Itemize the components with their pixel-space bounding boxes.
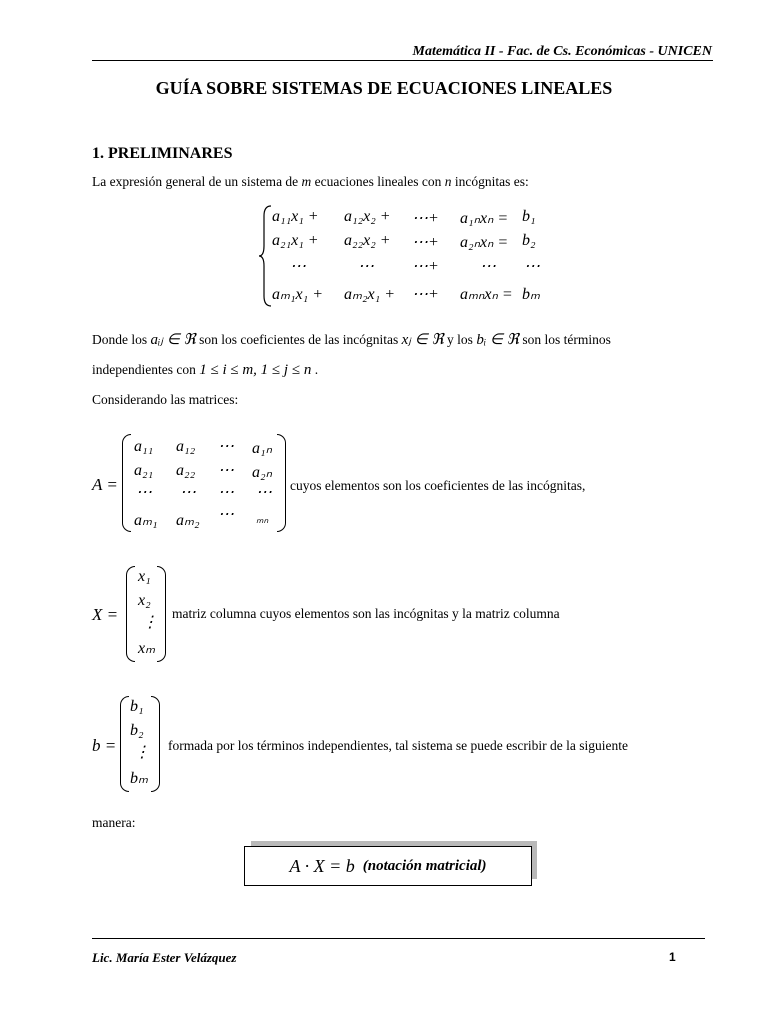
matrix-b-cell: b₂	[130, 722, 144, 739]
sys-r1-c5: b₁	[522, 208, 536, 225]
matrix-a-description: cuyos elementos son los coeficientes de las incógnitas,	[290, 478, 586, 493]
donde-text-3: y los	[443, 332, 477, 347]
matrix-x-label: X =	[92, 605, 119, 624]
intro-text-3: incógnitas es:	[451, 174, 529, 189]
donde-text-5: independientes con	[92, 362, 200, 377]
system-rows	[272, 204, 562, 308]
manera-text: manera:	[92, 815, 136, 830]
sys-r4-c2: aₘ₂x₁ +	[344, 286, 395, 303]
sys-r3-c3: ⋯+	[412, 258, 439, 275]
matrix-a-cell: ⋯	[256, 484, 272, 501]
matrix-b-cell: ⋮	[134, 744, 150, 761]
page-number: 1	[669, 950, 676, 964]
sys-r1-c4: a₁ₙxₙ =	[460, 210, 509, 227]
matrix-a-label: A =	[92, 475, 118, 494]
sys-r3-c4: ⋯	[480, 258, 496, 275]
matrix-b-right-paren	[151, 696, 160, 792]
matrix-a-cell: ⋯	[218, 438, 234, 455]
matrix-b-description: formada por los términos independientes, tal sistema se puede escribir de la siguiente	[168, 738, 628, 753]
equation-system	[258, 204, 558, 308]
sys-r1-c3: ⋯+	[412, 210, 439, 227]
sys-r2-c2: a₂₂x₂ +	[344, 232, 391, 249]
sys-r1-c1: a₁₁x₁ +	[272, 208, 319, 225]
sys-r2-c3: ⋯+	[412, 234, 439, 251]
sys-r3-c2: ⋯	[358, 258, 374, 275]
matrix-b	[120, 696, 160, 792]
matrix-x-cell: ⋮	[142, 614, 158, 631]
donde-line-2	[92, 362, 318, 379]
donde-aij: aᵢⱼ ∈ ℜ	[150, 332, 196, 348]
donde-text-4: son los términos	[518, 332, 611, 347]
sys-r1-c2: a₁₂x₂ +	[344, 208, 391, 225]
matrix-a-cell: a₂ₙ	[252, 464, 272, 481]
matrix-x-left-paren	[126, 566, 135, 662]
matrix-a	[122, 434, 286, 532]
intro-text-1: La expresión general de un sistema de	[92, 174, 302, 189]
intro-paragraph	[92, 174, 529, 190]
matrix-a-cell: aₘ₂	[176, 512, 200, 529]
matrix-a-cell: ⋯	[218, 484, 234, 501]
matrix-a-cell: aₘ₁	[134, 512, 158, 529]
section-heading: 1. PRELIMINARES	[92, 145, 233, 162]
matrix-x-right-paren	[157, 566, 166, 662]
sys-r4-c3: ⋯+	[412, 286, 439, 303]
donde-text-6: .	[311, 362, 319, 377]
donde-condition: 1 ≤ i ≤ m, 1 ≤ j ≤ n	[199, 362, 312, 378]
matrix-equation: A · X = b	[289, 855, 355, 876]
donde-xj: xⱼ ∈ ℜ	[401, 332, 444, 348]
matrix-b-left-paren	[120, 696, 129, 792]
document-title: GUÍA SOBRE SISTEMAS DE ECUACIONES LINEALES	[155, 78, 613, 98]
sys-r4-c1: aₘ₁x₁ +	[272, 286, 323, 303]
matrix-notation-label: (notación matricial)	[362, 857, 487, 874]
matrix-a-left-paren	[122, 434, 131, 532]
matrix-b-cell: bₘ	[130, 770, 148, 787]
sys-r2-c4: a₂ₙxₙ =	[460, 234, 509, 251]
formula-box	[244, 846, 532, 886]
matrix-a-cell: a₂₂	[176, 462, 196, 479]
page-header: Matemática II - Fac. de Cs. Económicas - UNICEN	[412, 44, 712, 59]
matrix-b-label: b =	[92, 736, 117, 755]
matrix-a-cell: ₘₙ	[256, 512, 269, 526]
matrix-b-cell: b₁	[130, 698, 144, 715]
matrix-x-cell: xₘ	[138, 640, 156, 657]
intro-m: m	[301, 174, 312, 189]
donde-line-1	[92, 330, 611, 349]
donde-text-1: Donde los	[92, 332, 151, 347]
donde-bi: bᵢ ∈ ℜ	[476, 332, 519, 348]
intro-n: n	[444, 174, 452, 189]
sys-r2-c5: b₂	[522, 232, 536, 249]
matrix-x	[126, 566, 166, 662]
sys-r3-c5: ⋯	[524, 258, 540, 275]
sys-r4-c5: bₘ	[522, 286, 540, 303]
matrix-a-cell: a₁ₙ	[252, 440, 272, 457]
matrix-x-cell: x₁	[138, 568, 151, 585]
matrix-a-cell: a₂₁	[134, 462, 154, 479]
matrix-x-cell: x₂	[138, 592, 151, 609]
matrix-a-cell: ⋯	[136, 484, 152, 501]
matrix-a-cell: a₁₂	[176, 438, 196, 455]
intro-text-2: ecuaciones lineales con	[311, 174, 445, 189]
matrix-x-description: matriz columna cuyos elementos son las incógnitas y la matriz columna	[172, 606, 560, 621]
considerando-text: Considerando las matrices:	[92, 392, 239, 407]
sys-r3-c1: ⋯	[290, 258, 306, 275]
matrix-a-cell: ⋯	[218, 506, 234, 523]
matrix-a-cell: a₁₁	[134, 438, 154, 455]
matrix-a-cell: ⋯	[218, 462, 234, 479]
header-rule	[92, 60, 713, 61]
donde-text-2: son los coeficientes de las incógnitas	[195, 332, 402, 347]
sys-r2-c1: a₂₁x₁ +	[272, 232, 319, 249]
sys-r4-c4: aₘₙxₙ =	[460, 286, 513, 303]
footer-rule	[92, 938, 705, 939]
footer-author: Lic. María Ester Velázquez	[92, 950, 237, 965]
matrix-a-cell: ⋯	[180, 484, 196, 501]
matrix-a-right-paren	[277, 434, 286, 532]
